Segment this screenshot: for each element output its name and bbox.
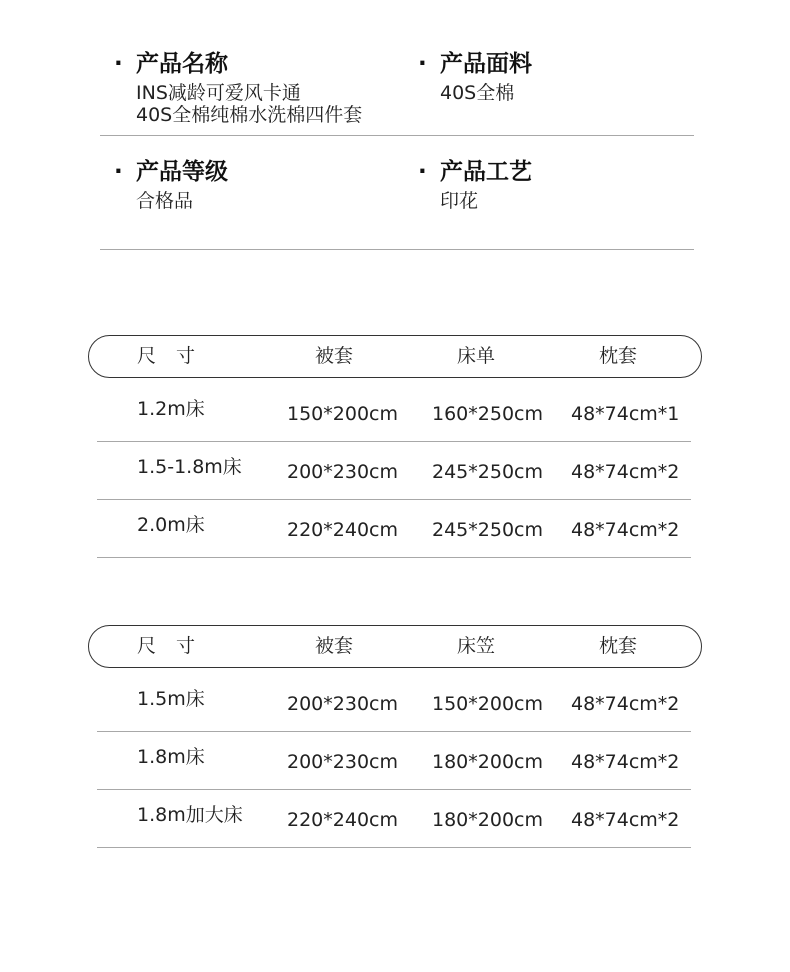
spec-name: [114, 50, 362, 126]
spec-value-line: 40S全棉纯棉水洗棉四件套: [136, 104, 363, 126]
spec-value-line: 40S全棉: [440, 82, 515, 104]
spec-value-line: 印花: [440, 190, 479, 212]
cell-sheet: 245*250cm: [432, 519, 543, 541]
spec-label: 产品工艺: [440, 159, 532, 185]
cell-pillowcase: 48*74cm*1: [571, 403, 680, 425]
cell-size: 1.2m床: [137, 398, 205, 420]
cell-duvet: 200*230cm: [287, 693, 398, 715]
spec-row: [100, 136, 694, 250]
header-duvet: 被套: [315, 345, 354, 367]
cell-duvet: 200*230cm: [287, 461, 398, 483]
header-size: 尺寸: [137, 345, 216, 367]
table-row: [97, 790, 691, 848]
header-sheet: 床单: [457, 345, 496, 367]
bullet-icon: ·: [114, 51, 123, 77]
table-row: [97, 732, 691, 790]
cell-duvet: 220*240cm: [287, 519, 398, 541]
table-row: [97, 442, 691, 500]
cell-sheet: 245*250cm: [432, 461, 543, 483]
cell-pillowcase: 48*74cm*2: [571, 461, 680, 483]
header-duvet: 被套: [315, 635, 354, 657]
size-table-flat-sheet: [88, 335, 702, 558]
cell-size: 1.5m床: [137, 688, 205, 710]
product-specs: [100, 40, 694, 250]
cell-pillowcase: 48*74cm*2: [571, 751, 680, 773]
cell-fitted-sheet: 180*200cm: [432, 809, 543, 831]
cell-duvet: 150*200cm: [287, 403, 398, 425]
header-fitted-sheet: 床笠: [457, 635, 496, 657]
spec-grade: [114, 158, 228, 212]
cell-sheet: 160*250cm: [432, 403, 543, 425]
cell-duvet: 200*230cm: [287, 751, 398, 773]
table-row: [97, 378, 691, 442]
spec-label: 产品面料: [440, 51, 532, 77]
spec-fabric: [418, 50, 532, 104]
cell-duvet: 220*240cm: [287, 809, 398, 831]
cell-pillowcase: 48*74cm*2: [571, 519, 680, 541]
cell-size: 1.8m加大床: [137, 804, 243, 826]
cell-pillowcase: 48*74cm*2: [571, 693, 680, 715]
spec-craft: [418, 158, 532, 212]
cell-size: 1.5-1.8m床: [137, 456, 242, 478]
cell-size: 2.0m床: [137, 514, 205, 536]
bullet-icon: ·: [418, 51, 427, 77]
size-table-fitted-sheet: [88, 625, 702, 848]
table-header: [88, 335, 702, 378]
header-pillowcase: 枕套: [599, 635, 638, 657]
cell-size: 1.8m床: [137, 746, 205, 768]
bullet-icon: ·: [418, 159, 427, 185]
cell-fitted-sheet: 150*200cm: [432, 693, 543, 715]
spec-value-line: INS减龄可爱风卡通: [136, 82, 301, 104]
spec-row: [100, 40, 694, 136]
cell-pillowcase: 48*74cm*2: [571, 809, 680, 831]
table-header: [88, 625, 702, 668]
spec-value-line: 合格品: [136, 190, 194, 212]
header-pillowcase: 枕套: [599, 345, 638, 367]
spec-label: 产品等级: [136, 159, 228, 185]
header-size: 尺寸: [137, 635, 216, 657]
spec-label: 产品名称: [136, 51, 228, 77]
cell-fitted-sheet: 180*200cm: [432, 751, 543, 773]
table-row: [97, 500, 691, 558]
table-row: [97, 668, 691, 732]
bullet-icon: ·: [114, 159, 123, 185]
